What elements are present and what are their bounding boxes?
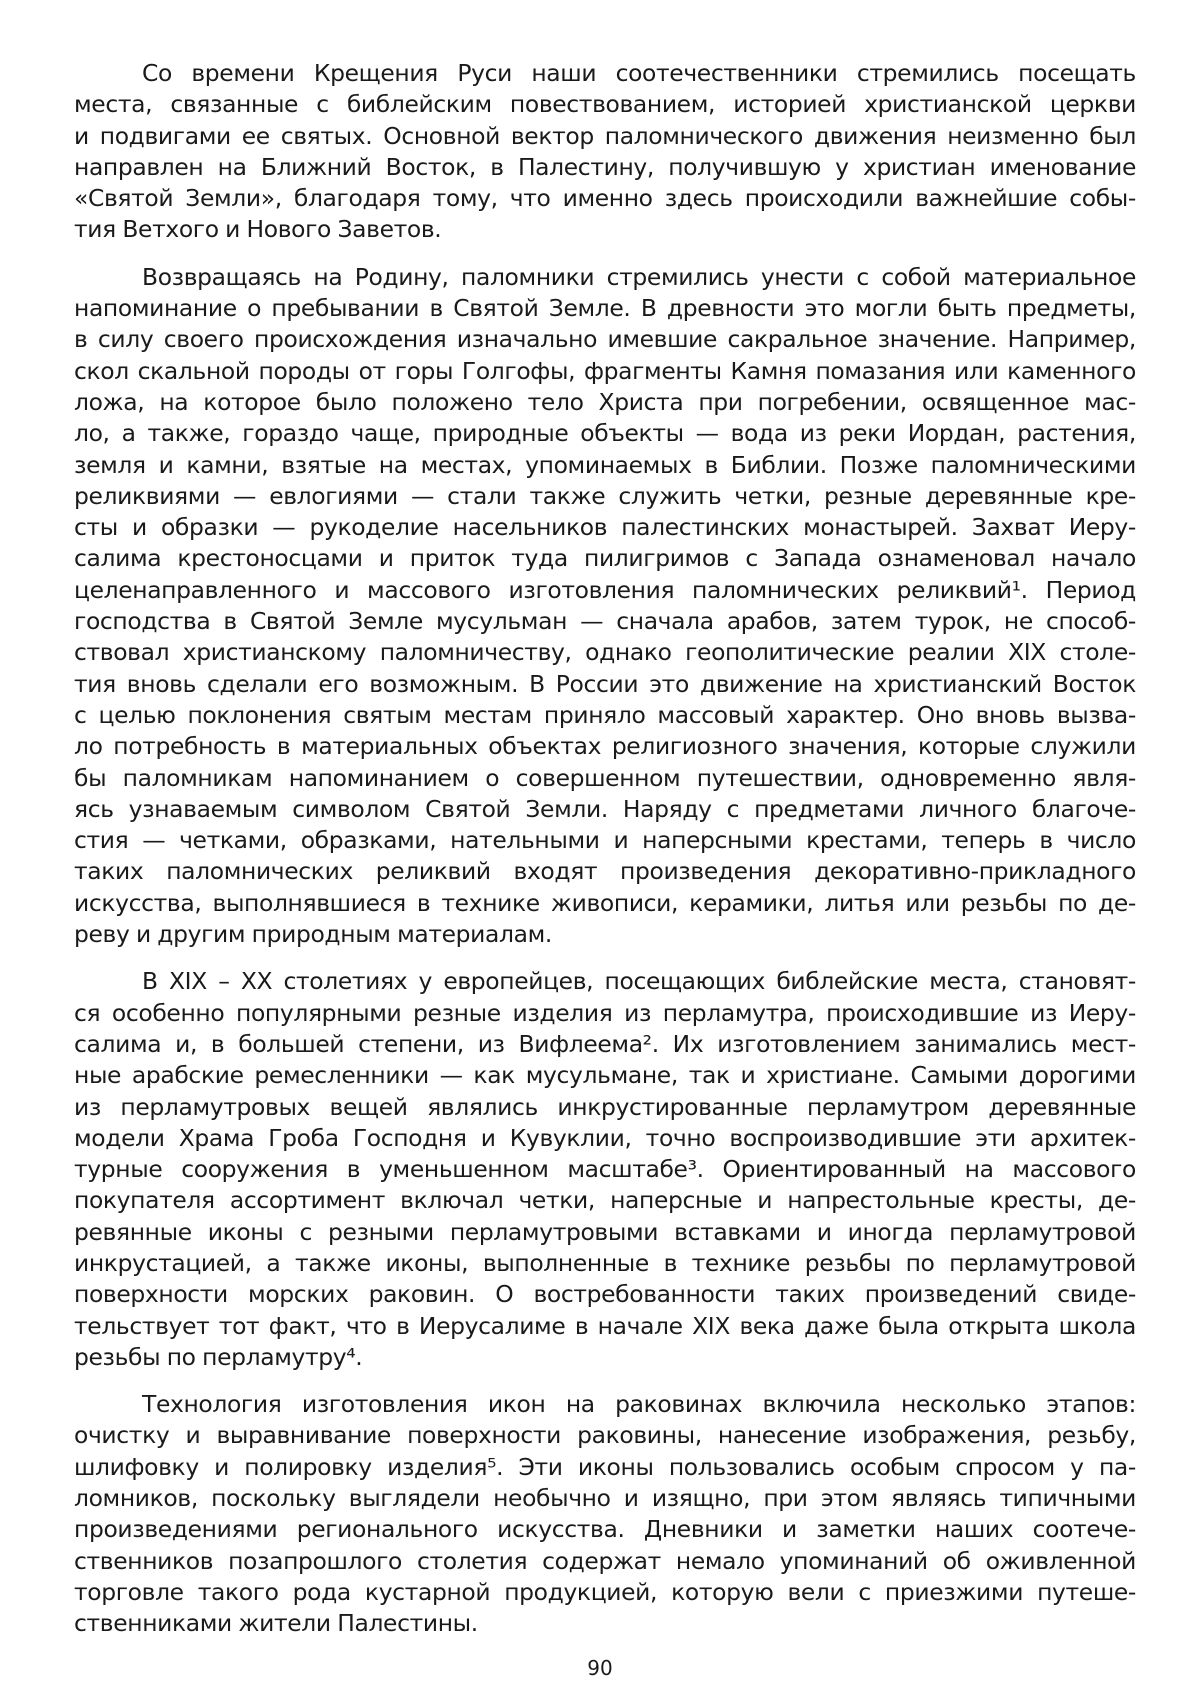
text-line: салима и, в большей степени, из Вифлеема². Их изготовлением занимались мест-	[74, 1029, 1136, 1058]
text-line: инкрустацией, а также иконы, выполненные в технике резьбы по перламутровой	[74, 1248, 1136, 1277]
text-line: произведениями регионального искусства. Дневники и заметки наших соотече-	[74, 1515, 1136, 1544]
text-line: тия Ветхого и Нового Заветов.	[74, 215, 442, 244]
paragraph-1	[74, 58, 1136, 246]
text-line: земля и камни, взятые на местах, упоминаемых в Библии. Позже паломническими	[74, 450, 1136, 479]
text-line: ся особенно популярными резные изделия из перламутра, происходившие из Иеру-	[74, 998, 1136, 1027]
document-body	[74, 58, 1136, 1656]
text-line: из перламутровых вещей являлись инкрустированные перламутром деревянные	[74, 1092, 1136, 1121]
text-line: ло, а также, гораздо чаще, природные объекты — вода из реки Иордан, растения,	[74, 419, 1136, 448]
text-line: бы паломникам напоминанием о совершенном путешествии, одновременно явля-	[74, 763, 1136, 792]
text-line: тельствует тот факт, что в Иерусалиме в начале XIX века даже была открыта школа	[74, 1311, 1136, 1340]
text-line: ясь узнаваемым символом Святой Земли. Наряду с предметами личного благоче-	[74, 794, 1136, 823]
text-line: ревянные иконы с резными перламутровыми вставками и иногда перламутровой	[74, 1217, 1136, 1246]
text-line: места, связанные с библейским повествованием, историей христианской церкви	[74, 90, 1136, 119]
text-line: очистку и выравнивание поверхности раковины, нанесение изображения, резьбу,	[74, 1421, 1136, 1450]
text-line: реву и другим природным материалам.	[74, 920, 552, 949]
text-line: господства в Святой Земле мусульман — сначала арабов, затем турок, не способ-	[74, 607, 1136, 636]
text-line: Со времени Крещения Руси наши соотечественники стремились посещать	[142, 59, 1136, 87]
text-line: и подвигами ее святых. Основной вектор паломнического движения неизменно был	[74, 121, 1136, 150]
text-line: ные арабские ремесленники — как мусульмане, так и христиане. Самыми дорогими	[74, 1061, 1136, 1090]
text-line: шлифовку и полировку изделия⁵. Эти иконы пользовались особым спросом у па-	[74, 1452, 1136, 1481]
paragraph-3	[74, 966, 1136, 1373]
text-line: скол скальной породы от горы Голгофы, фрагменты Камня помазания или каменного	[74, 356, 1136, 385]
text-line: в силу своего происхождения изначально имевшие сакральное значение. Например,	[74, 325, 1136, 354]
paragraph-4	[74, 1389, 1136, 1639]
text-line: тия вновь сделали его возможным. В России это движение на христианский Восток	[74, 669, 1136, 698]
text-line: турные сооружения в уменьшенном масштабе³. Ориентированный на массового	[74, 1155, 1136, 1184]
text-line: Технология изготовления икон на раковинах включила несколько этапов:	[142, 1390, 1136, 1419]
text-line: направлен на Ближний Восток, в Палестину, получившую у христиан именование	[74, 152, 1136, 181]
text-line: Возвращаясь на Родину, паломники стремились унести с собой материальное	[142, 262, 1136, 291]
text-line: резьбы по перламутру⁴.	[74, 1342, 363, 1371]
text-line: ломников, поскольку выглядели необычно и изящно, при этом являясь типичными	[74, 1484, 1136, 1513]
text-line: таких паломнических реликвий входят произведения декоративно-прикладного	[74, 857, 1136, 886]
text-line: реликвиями — евлогиями — стали также служить четки, резные деревянные кре-	[74, 481, 1136, 510]
text-line: стия — четками, образками, нательными и наперсными крестами, теперь в число	[74, 826, 1136, 855]
text-line: покупателя ассортимент включал четки, наперсные и напрестольные кресты, де-	[74, 1186, 1136, 1215]
text-line: «Святой Земли», благодаря тому, что именно здесь происходили важнейшие собы-	[74, 184, 1136, 213]
text-line: целенаправленного и массового изготовления паломнических реликвий¹. Период	[74, 575, 1136, 604]
text-line: искусства, выполнявшиеся в технике живописи, керамики, литья или резьбы по де-	[74, 888, 1136, 917]
text-line: ственниками жители Палестины.	[74, 1609, 478, 1638]
page-number: 90	[587, 1656, 613, 1680]
text-line: с целью поклонения святым местам приняло массовый характер. Оно вновь вызва-	[74, 700, 1136, 729]
text-line: В XIX – XX столетиях у европейцев, посещающих библейские места, становят-	[142, 967, 1136, 996]
text-line: поверхности морских раковин. О востребованности таких произведений свиде-	[74, 1280, 1136, 1309]
text-line: салима крестоносцами и приток туда пилигримов с Запада ознаменовал начало	[74, 544, 1136, 573]
text-line: сты и образки — рукоделие насельников палестинских монастырей. Захват Иеру-	[74, 513, 1136, 542]
text-line: ствовал христианскому паломничеству, однако геополитические реалии XIX столе-	[74, 638, 1136, 667]
paragraph-2	[74, 262, 1136, 951]
text-line: ственников позапрошлого столетия содержат немало упоминаний об оживленной	[74, 1546, 1136, 1575]
text-line: ло потребность в материальных объектах религиозного значения, которые служили	[74, 732, 1136, 761]
text-line: напоминание о пребывании в Святой Земле. В древности это могли быть предметы,	[74, 294, 1136, 323]
text-line: ложа, на которое было положено тело Христа при погребении, освященное мас-	[74, 387, 1136, 416]
text-line: модели Храма Гроба Господня и Кувуклии, точно воспроизводившие эти архитек-	[74, 1123, 1136, 1152]
text-line: торговле такого рода кустарной продукцией, которую вели с приезжими путеше-	[74, 1577, 1136, 1606]
